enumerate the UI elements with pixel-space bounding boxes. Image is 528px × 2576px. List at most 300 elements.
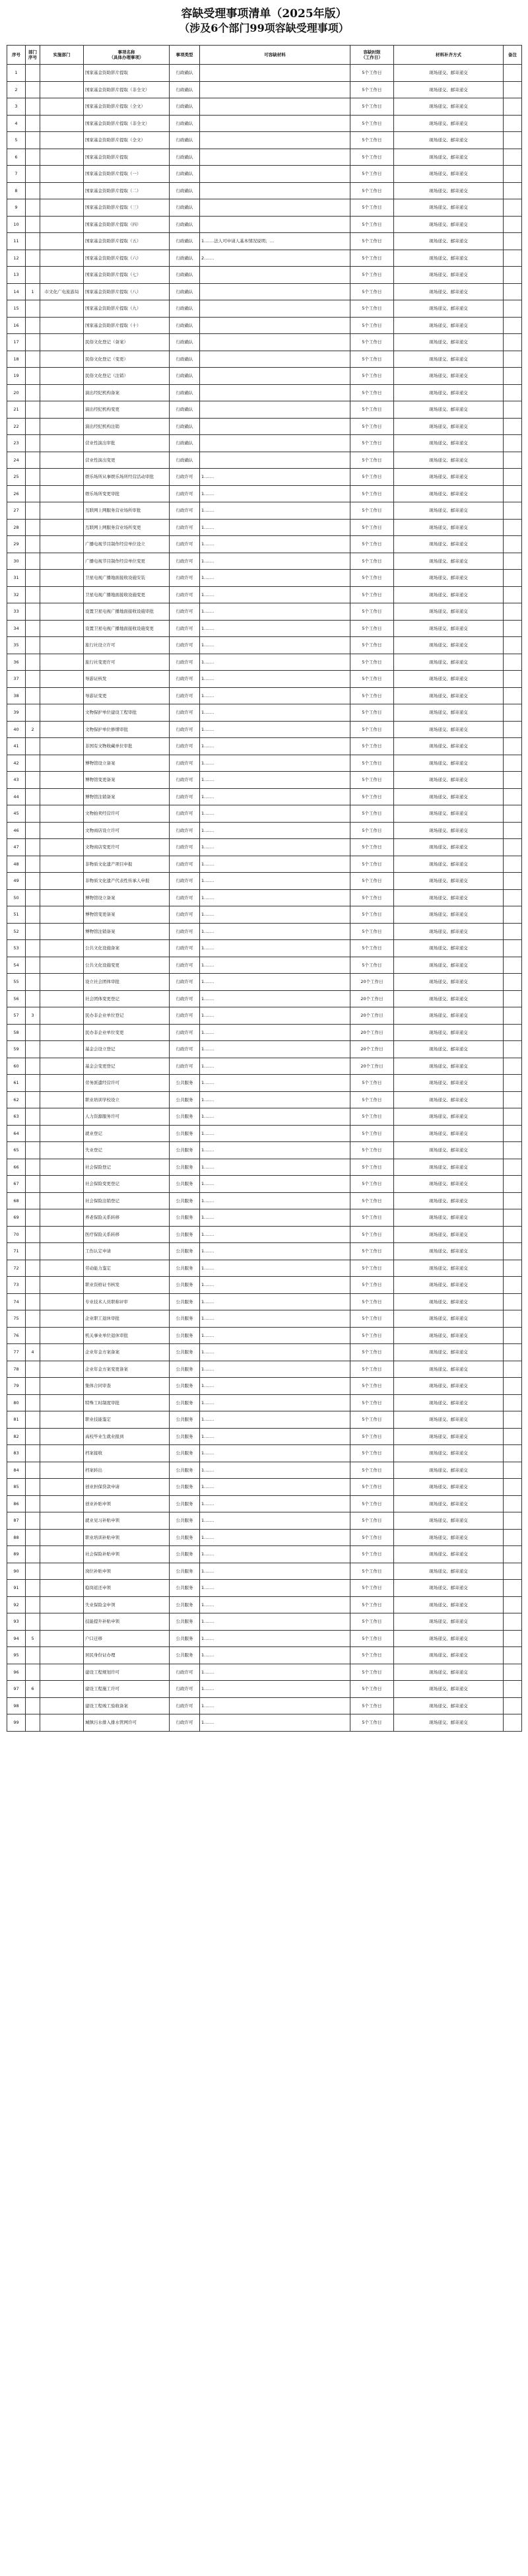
cell-method: 现场递交、邮寄递交 [394, 536, 504, 553]
cell-item: 民办非企业单位变更 [84, 1024, 170, 1041]
cell-method: 现场递交、邮寄递交 [394, 923, 504, 940]
table-row [7, 1327, 522, 1344]
table-row [7, 519, 522, 536]
cell-deadline: 5个工作日 [350, 469, 394, 486]
cell-dept [40, 1075, 84, 1092]
cell-type: 行政许可 [170, 536, 200, 553]
cell-no: 73 [7, 1277, 26, 1294]
cell-deadline: 5个工作日 [350, 1596, 394, 1613]
table-row [7, 1529, 522, 1546]
cell-dept [40, 182, 84, 199]
cell-dept-no [26, 469, 40, 486]
cell-material: 1.…… [200, 1479, 350, 1496]
table-row [7, 1647, 522, 1664]
cell-material: 1.…… [200, 772, 350, 789]
cell-note [504, 1091, 522, 1108]
table-row [7, 1091, 522, 1108]
cell-method: 现场递交、邮寄递交 [394, 620, 504, 637]
table-row [7, 788, 522, 805]
cell-note [504, 1647, 522, 1664]
cell-type: 行政许可 [170, 553, 200, 570]
cell-no: 6 [7, 149, 26, 166]
cell-dept-no: 5 [26, 1630, 40, 1647]
cell-type: 公共服务 [170, 1108, 200, 1126]
table-row [7, 1344, 522, 1361]
cell-no: 37 [7, 671, 26, 688]
header-dept: 实施部门 [40, 46, 84, 65]
table-row [7, 1277, 522, 1294]
cell-note [504, 1007, 522, 1025]
cell-material: 1.…… [200, 1192, 350, 1209]
table-row [7, 1260, 522, 1277]
cell-method: 现场递交、邮寄递交 [394, 1243, 504, 1260]
cell-material: 1.…… [200, 687, 350, 704]
cell-item: 社会保险登记 [84, 1159, 170, 1176]
cell-note [504, 940, 522, 957]
cell-no: 28 [7, 519, 26, 536]
cell-dept [40, 1378, 84, 1395]
cell-dept-no [26, 1445, 40, 1462]
cell-dept [40, 957, 84, 974]
cell-deadline: 5个工作日 [350, 873, 394, 890]
cell-dept-no [26, 1041, 40, 1058]
cell-type: 行政确认 [170, 300, 200, 318]
cell-material [200, 317, 350, 334]
cell-dept-no [26, 1209, 40, 1227]
cell-item: 社会保险变更登记 [84, 1176, 170, 1193]
cell-no: 46 [7, 822, 26, 839]
cell-material [200, 199, 350, 217]
cell-type: 行政许可 [170, 755, 200, 772]
cell-note [504, 502, 522, 520]
cell-note [504, 368, 522, 385]
cell-dept [40, 1260, 84, 1277]
cell-type: 行政确认 [170, 334, 200, 351]
cell-deadline: 5个工作日 [350, 233, 394, 250]
cell-deadline: 5个工作日 [350, 334, 394, 351]
header-deadline: 容缺时限 （工作日） [350, 46, 394, 65]
cell-type: 行政确认 [170, 384, 200, 401]
cell-material: 1.…… [200, 620, 350, 637]
cell-no: 43 [7, 772, 26, 789]
table-row [7, 889, 522, 906]
table-row [7, 1007, 522, 1025]
cell-deadline: 5个工作日 [350, 1445, 394, 1462]
cell-dept-no [26, 1512, 40, 1530]
cell-material: 1.…… [200, 906, 350, 924]
cell-type: 行政许可 [170, 889, 200, 906]
cell-item: 国家基金资助影片提取（二） [84, 182, 170, 199]
table-row [7, 1378, 522, 1395]
table-row [7, 1462, 522, 1479]
cell-material: 1.…… [200, 1058, 350, 1075]
cell-dept [40, 1041, 84, 1058]
cell-no: 87 [7, 1512, 26, 1530]
cell-method: 现场递交、邮寄递交 [394, 990, 504, 1007]
cell-type: 行政许可 [170, 1714, 200, 1732]
cell-deadline: 5个工作日 [350, 1243, 394, 1260]
cell-deadline: 5个工作日 [350, 1075, 394, 1092]
table-row [7, 1445, 522, 1462]
cell-method: 现场递交、邮寄递交 [394, 704, 504, 722]
table-row [7, 452, 522, 469]
table-row [7, 132, 522, 149]
cell-dept-no [26, 822, 40, 839]
cell-deadline: 5个工作日 [350, 452, 394, 469]
cell-type: 行政确认 [170, 250, 200, 267]
cell-no: 76 [7, 1327, 26, 1344]
cell-dept [40, 1714, 84, 1732]
cell-material: 1.…… [200, 1378, 350, 1395]
cell-deadline: 5个工作日 [350, 250, 394, 267]
cell-deadline: 5个工作日 [350, 1630, 394, 1647]
cell-material: 1.…… [200, 738, 350, 755]
cell-type: 公共服务 [170, 1580, 200, 1597]
cell-dept-no [26, 401, 40, 419]
cell-note [504, 1495, 522, 1512]
cell-item: 设立社会团体审批 [84, 974, 170, 991]
cell-dept [40, 923, 84, 940]
cell-note [504, 1630, 522, 1647]
cell-dept [40, 368, 84, 385]
cell-material [200, 216, 350, 233]
cell-note [504, 485, 522, 502]
cell-dept-no [26, 1293, 40, 1310]
cell-dept [40, 1546, 84, 1563]
cell-no: 52 [7, 923, 26, 940]
cell-deadline: 5个工作日 [350, 485, 394, 502]
cell-item: 机关事业单位退休审批 [84, 1327, 170, 1344]
cell-note [504, 1378, 522, 1395]
table-row [7, 469, 522, 486]
cell-item: 国家基金资助影片提取（一） [84, 166, 170, 183]
cell-material [200, 300, 350, 318]
cell-method: 现场递交、邮寄递交 [394, 519, 504, 536]
cell-dept-no [26, 1714, 40, 1732]
cell-material [200, 384, 350, 401]
cell-material: 1.…… [200, 671, 350, 688]
cell-deadline: 5个工作日 [350, 923, 394, 940]
table-row [7, 1041, 522, 1058]
cell-no: 15 [7, 300, 26, 318]
cell-dept [40, 570, 84, 587]
cell-dept-no [26, 267, 40, 284]
cell-method: 现场递交、邮寄递交 [394, 1058, 504, 1075]
cell-item: 企业年金方案备案 [84, 1344, 170, 1361]
cell-deadline: 5个工作日 [350, 620, 394, 637]
cell-material: 2.…… [200, 250, 350, 267]
cell-dept-no [26, 1495, 40, 1512]
cell-no: 90 [7, 1563, 26, 1580]
table-row [7, 502, 522, 520]
cell-dept [40, 1277, 84, 1294]
cell-item: 设置卫星电视广播地面接收设施变更 [84, 620, 170, 637]
cell-item: 互联网上网服务营业场所审批 [84, 502, 170, 520]
cell-item: 博物馆变更备案 [84, 772, 170, 789]
cell-note [504, 351, 522, 368]
cell-method: 现场递交、邮寄递交 [394, 570, 504, 587]
cell-type: 行政确认 [170, 317, 200, 334]
cell-dept [40, 1058, 84, 1075]
cell-no: 67 [7, 1176, 26, 1193]
cell-method: 现场递交、邮寄递交 [394, 216, 504, 233]
cell-no: 89 [7, 1546, 26, 1563]
cell-type: 公共服务 [170, 1613, 200, 1631]
cell-deadline: 5个工作日 [350, 637, 394, 654]
cell-dept-no [26, 519, 40, 536]
cell-dept-no [26, 1647, 40, 1664]
cell-no: 50 [7, 889, 26, 906]
cell-dept [40, 1243, 84, 1260]
cell-material: 1.…… [200, 1697, 350, 1714]
cell-note [504, 553, 522, 570]
cell-method: 现场递交、邮寄递交 [394, 755, 504, 772]
cell-no: 95 [7, 1647, 26, 1664]
cell-note [504, 873, 522, 890]
cell-dept-no [26, 384, 40, 401]
cell-dept-no [26, 1108, 40, 1126]
cell-material: 1.…… [200, 889, 350, 906]
cell-item: 劳动能力鉴定 [84, 1260, 170, 1277]
cell-dept [40, 1495, 84, 1512]
cell-deadline: 5个工作日 [350, 502, 394, 520]
cell-method: 现场递交、邮寄递交 [394, 401, 504, 419]
table-row [7, 637, 522, 654]
cell-deadline: 5个工作日 [350, 603, 394, 621]
cell-no: 60 [7, 1058, 26, 1075]
cell-method: 现场递交、邮寄递交 [394, 1529, 504, 1546]
cell-no: 84 [7, 1462, 26, 1479]
cell-method: 现场递交、邮寄递交 [394, 317, 504, 334]
cell-no: 78 [7, 1361, 26, 1378]
table-row [7, 1563, 522, 1580]
cell-type: 公共服务 [170, 1277, 200, 1294]
cell-dept [40, 536, 84, 553]
cell-type: 行政确认 [170, 233, 200, 250]
table-row [7, 687, 522, 704]
cell-method: 现场递交、邮寄递交 [394, 822, 504, 839]
cell-dept [40, 1209, 84, 1227]
cell-material: 1.…… [200, 637, 350, 654]
cell-no: 40 [7, 721, 26, 738]
cell-deadline: 5个工作日 [350, 115, 394, 132]
cell-item: 博物馆设立备案 [84, 889, 170, 906]
cell-deadline: 5个工作日 [350, 1529, 394, 1546]
cell-note [504, 839, 522, 856]
table-row [7, 1192, 522, 1209]
cell-item: 旅行社设立许可 [84, 637, 170, 654]
cell-no: 19 [7, 368, 26, 385]
cell-type: 公共服务 [170, 1142, 200, 1159]
cell-no: 44 [7, 788, 26, 805]
cell-item: 广播电视节目制作经营单位变更 [84, 553, 170, 570]
cell-method: 现场递交、邮寄递交 [394, 1176, 504, 1193]
cell-deadline: 5个工作日 [350, 1664, 394, 1681]
cell-dept-no [26, 553, 40, 570]
cell-method: 现场递交、邮寄递交 [394, 721, 504, 738]
cell-item: 国家基金资助影片提取（五） [84, 233, 170, 250]
table-row [7, 250, 522, 267]
cell-method: 现场递交、邮寄递交 [394, 1445, 504, 1462]
table-row [7, 1108, 522, 1126]
cell-dept-no [26, 1243, 40, 1260]
cell-note [504, 1159, 522, 1176]
cell-material [200, 283, 350, 300]
cell-type: 公共服务 [170, 1159, 200, 1176]
cell-method: 现场递交、邮寄递交 [394, 300, 504, 318]
cell-item: 互联网上网服务营业场所变更 [84, 519, 170, 536]
cell-note [504, 1226, 522, 1243]
table-row [7, 1310, 522, 1328]
cell-type: 公共服务 [170, 1411, 200, 1429]
cell-material: 1.…… [200, 1293, 350, 1310]
table-row [7, 1024, 522, 1041]
cell-material [200, 334, 350, 351]
cell-deadline: 5个工作日 [350, 132, 394, 149]
cell-dept [40, 418, 84, 435]
cell-type: 行政确认 [170, 401, 200, 419]
cell-material: 1.…… [200, 788, 350, 805]
cell-item: 博物馆设立备案 [84, 755, 170, 772]
cell-item: 户口迁移 [84, 1630, 170, 1647]
cell-no: 42 [7, 755, 26, 772]
cell-item: 文物保护单位建设工程审批 [84, 704, 170, 722]
cell-method: 现场递交、邮寄递交 [394, 132, 504, 149]
cell-no: 56 [7, 990, 26, 1007]
cell-type: 公共服务 [170, 1327, 200, 1344]
cell-dept [40, 974, 84, 991]
table-row [7, 620, 522, 637]
cell-material: 1.…… [200, 553, 350, 570]
cell-deadline: 5个工作日 [350, 805, 394, 823]
cell-material: 1.…… [200, 1630, 350, 1647]
table-row [7, 1613, 522, 1631]
cell-item: 职业培训补贴申领 [84, 1529, 170, 1546]
table-row [7, 1546, 522, 1563]
cell-note [504, 1664, 522, 1681]
cell-type: 行政许可 [170, 772, 200, 789]
cell-no: 9 [7, 199, 26, 217]
cell-material: 1.…… [200, 1529, 350, 1546]
table-row [7, 536, 522, 553]
cell-item: 国家基金资助影片提取（九） [84, 300, 170, 318]
cell-dept [40, 502, 84, 520]
cell-note [504, 132, 522, 149]
cell-item: 国家基金资助影片提取（七） [84, 267, 170, 284]
cell-method: 现场递交、邮寄递交 [394, 283, 504, 300]
cell-material: 1.…… [200, 1546, 350, 1563]
cell-deadline: 5个工作日 [350, 182, 394, 199]
cell-dept-no [26, 603, 40, 621]
cell-material: 1.…… [200, 822, 350, 839]
cell-dept [40, 603, 84, 621]
table-row [7, 199, 522, 217]
cell-method: 现场递交、邮寄递交 [394, 873, 504, 890]
cell-note [504, 1293, 522, 1310]
cell-dept-no [26, 98, 40, 116]
cell-item: 创业担保贷款申请 [84, 1479, 170, 1496]
cell-no: 1 [7, 65, 26, 82]
cell-dept-no [26, 149, 40, 166]
cell-note [504, 1361, 522, 1378]
cell-method: 现场递交、邮寄递交 [394, 182, 504, 199]
cell-method: 现场递交、邮寄递交 [394, 1159, 504, 1176]
cell-material: 1.…… [200, 1310, 350, 1328]
cell-type: 行政确认 [170, 65, 200, 82]
cell-material: 1.…… [200, 1125, 350, 1142]
cell-dept [40, 115, 84, 132]
cell-material: 1.…… [200, 755, 350, 772]
cell-note [504, 1580, 522, 1597]
cell-no: 23 [7, 435, 26, 452]
cell-item: 文物商店变更许可 [84, 839, 170, 856]
cell-dept-no: 6 [26, 1681, 40, 1698]
cell-item: 企业年金方案变更备案 [84, 1361, 170, 1378]
cell-note [504, 1344, 522, 1361]
table-row [7, 1697, 522, 1714]
table-row [7, 317, 522, 334]
cell-item: 导游证变更 [84, 687, 170, 704]
cell-deadline: 5个工作日 [350, 1091, 394, 1108]
cell-item: 企业职工退休审批 [84, 1310, 170, 1328]
table-row [7, 1495, 522, 1512]
cell-material: 1.…… [200, 1664, 350, 1681]
cell-deadline: 5个工作日 [350, 788, 394, 805]
cell-item: 国家基金资助影片提取（六） [84, 250, 170, 267]
cell-note [504, 889, 522, 906]
cell-dept [40, 721, 84, 738]
cell-method: 现场递交、邮寄递交 [394, 334, 504, 351]
cell-method: 现场递交、邮寄递交 [394, 856, 504, 873]
cell-item: 职业资格证书核发 [84, 1277, 170, 1294]
cell-dept-no [26, 351, 40, 368]
cell-item: 医疗保险关系转移 [84, 1226, 170, 1243]
cell-item: 专业技术人员职称评审 [84, 1293, 170, 1310]
cell-dept-no [26, 1428, 40, 1445]
cell-dept-no [26, 1596, 40, 1613]
cell-method: 现场递交、邮寄递交 [394, 115, 504, 132]
cell-method: 现场递交、邮寄递交 [394, 788, 504, 805]
cell-note [504, 384, 522, 401]
cell-deadline: 5个工作日 [350, 1293, 394, 1310]
cell-deadline: 5个工作日 [350, 1495, 394, 1512]
cell-dept-no [26, 452, 40, 469]
cell-item: 就业登记 [84, 1125, 170, 1142]
cell-item: 演出经纪机构变更 [84, 401, 170, 419]
cell-deadline: 5个工作日 [350, 216, 394, 233]
cell-dept [40, 839, 84, 856]
cell-type: 行政许可 [170, 637, 200, 654]
cell-deadline: 5个工作日 [350, 1209, 394, 1227]
cell-type: 行政确认 [170, 115, 200, 132]
cell-note [504, 1613, 522, 1631]
cell-material [200, 81, 350, 98]
cell-deadline: 5个工作日 [350, 1681, 394, 1698]
cell-dept [40, 1176, 84, 1193]
cell-material: 1.…… [200, 1714, 350, 1732]
cell-material: 1.…… [200, 1091, 350, 1108]
cell-deadline: 5个工作日 [350, 755, 394, 772]
cell-dept-no [26, 1058, 40, 1075]
cell-no: 18 [7, 351, 26, 368]
cell-method: 现场递交、邮寄递交 [394, 1664, 504, 1681]
cell-deadline: 5个工作日 [350, 1159, 394, 1176]
cell-deadline: 5个工作日 [350, 1613, 394, 1631]
table-row [7, 1243, 522, 1260]
cell-dept-no [26, 1277, 40, 1294]
cell-method: 现场递交、邮寄递交 [394, 772, 504, 789]
cell-type: 行政确认 [170, 351, 200, 368]
